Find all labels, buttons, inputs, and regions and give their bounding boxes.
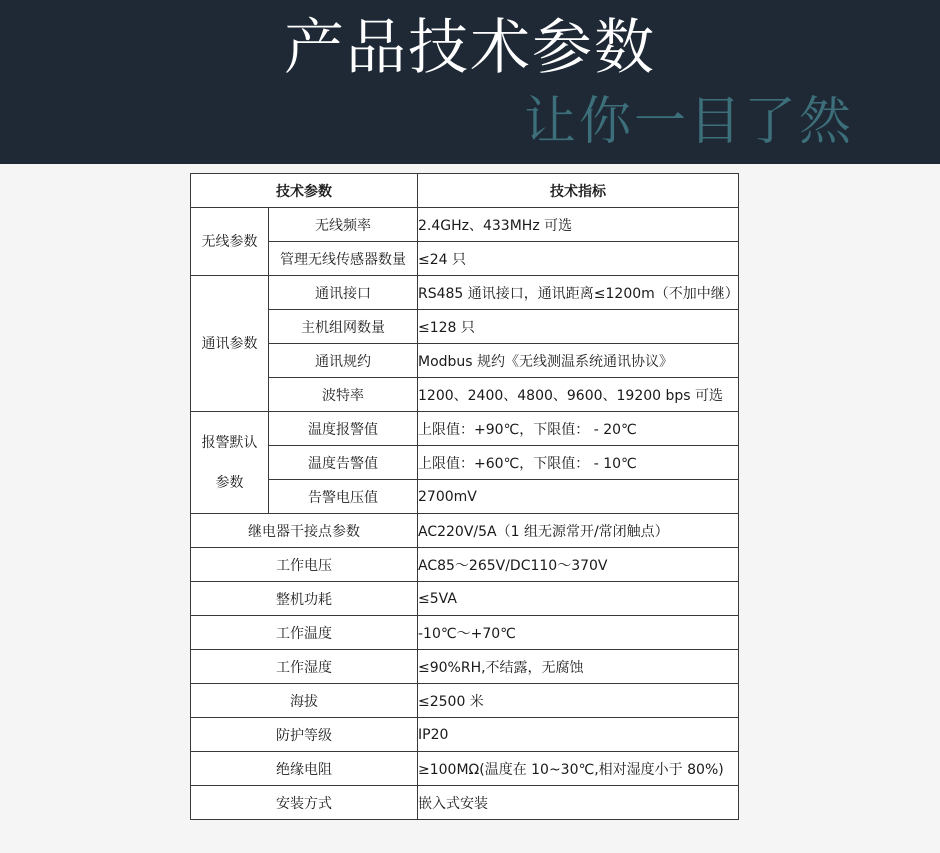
table-row — [191, 752, 739, 786]
table-row — [191, 684, 739, 718]
table-row — [191, 446, 739, 480]
param-cell: 波特率 — [269, 378, 418, 412]
value-cell: 1200、2400、4800、9600、19200 bps 可选 — [418, 378, 739, 412]
group-label-communication: 通讯参数 — [191, 276, 269, 412]
page-title: 产品技术参数 — [284, 13, 656, 83]
group-label-alarm-defaults: 报警默认 参数 — [191, 412, 269, 514]
param-cell: 绝缘电阻 — [191, 752, 418, 786]
param-cell: 管理无线传感器数量 — [269, 242, 418, 276]
header-value: 技术指标 — [418, 174, 739, 208]
param-cell: 通讯规约 — [269, 344, 418, 378]
param-cell: 无线频率 — [269, 208, 418, 242]
table-row — [191, 650, 739, 684]
param-cell: 工作电压 — [191, 548, 418, 582]
param-cell: 告警电压值 — [269, 480, 418, 514]
param-cell: 主机组网数量 — [269, 310, 418, 344]
table-row — [191, 242, 739, 276]
table-row — [191, 310, 739, 344]
param-cell: 继电器干接点参数 — [191, 514, 418, 548]
table-row — [191, 514, 739, 548]
value-cell: IP20 — [418, 718, 739, 752]
table-row — [191, 480, 739, 514]
table-row — [191, 208, 739, 242]
value-cell: -10℃～+70℃ — [418, 616, 739, 650]
value-cell: ≤5VA — [418, 582, 739, 616]
table-row — [191, 276, 739, 310]
spec-table-container — [190, 173, 739, 820]
header-banner — [0, 0, 940, 164]
value-cell: 上限值：+90℃，下限值： - 20℃ — [418, 412, 739, 446]
table-row — [191, 786, 739, 820]
value-cell: ≤2500 米 — [418, 684, 739, 718]
value-cell: 嵌入式安装 — [418, 786, 739, 820]
value-cell: Modbus 规约《无线测温系统通讯协议》 — [418, 344, 739, 378]
table-row — [191, 412, 739, 446]
value-cell: 2.4GHz、433MHz 可选 — [418, 208, 739, 242]
value-cell: AC220V/5A（1 组无源常开/常闭触点） — [418, 514, 739, 548]
table-row — [191, 344, 739, 378]
param-cell: 工作温度 — [191, 616, 418, 650]
table-row — [191, 718, 739, 752]
param-cell: 通讯接口 — [269, 276, 418, 310]
value-cell: AC85～265V/DC110～370V — [418, 548, 739, 582]
value-cell: RS485 通讯接口，通讯距离≤1200m（不加中继） — [418, 276, 739, 310]
value-cell: ≤24 只 — [418, 242, 739, 276]
value-cell: ≥100MΩ(温度在 10~30℃,相对湿度小于 80%) — [418, 752, 739, 786]
page-subtitle: 让你一目了然 — [523, 92, 854, 152]
value-cell: ≤90%RH,不结露，无腐蚀 — [418, 650, 739, 684]
group-label-wireless: 无线参数 — [191, 208, 269, 276]
table-row — [191, 548, 739, 582]
table-row — [191, 582, 739, 616]
param-cell: 海拔 — [191, 684, 418, 718]
table-row — [191, 616, 739, 650]
param-cell: 工作湿度 — [191, 650, 418, 684]
header-row — [191, 174, 739, 208]
param-cell: 温度报警值 — [269, 412, 418, 446]
param-cell: 防护等级 — [191, 718, 418, 752]
value-cell: 上限值：+60℃，下限值： - 10℃ — [418, 446, 739, 480]
param-cell: 温度告警值 — [269, 446, 418, 480]
header-param: 技术参数 — [191, 174, 418, 208]
param-cell: 整机功耗 — [191, 582, 418, 616]
param-cell: 安装方式 — [191, 786, 418, 820]
value-cell: ≤128 只 — [418, 310, 739, 344]
value-cell: 2700mV — [418, 480, 739, 514]
table-row — [191, 378, 739, 412]
spec-table — [190, 173, 739, 820]
